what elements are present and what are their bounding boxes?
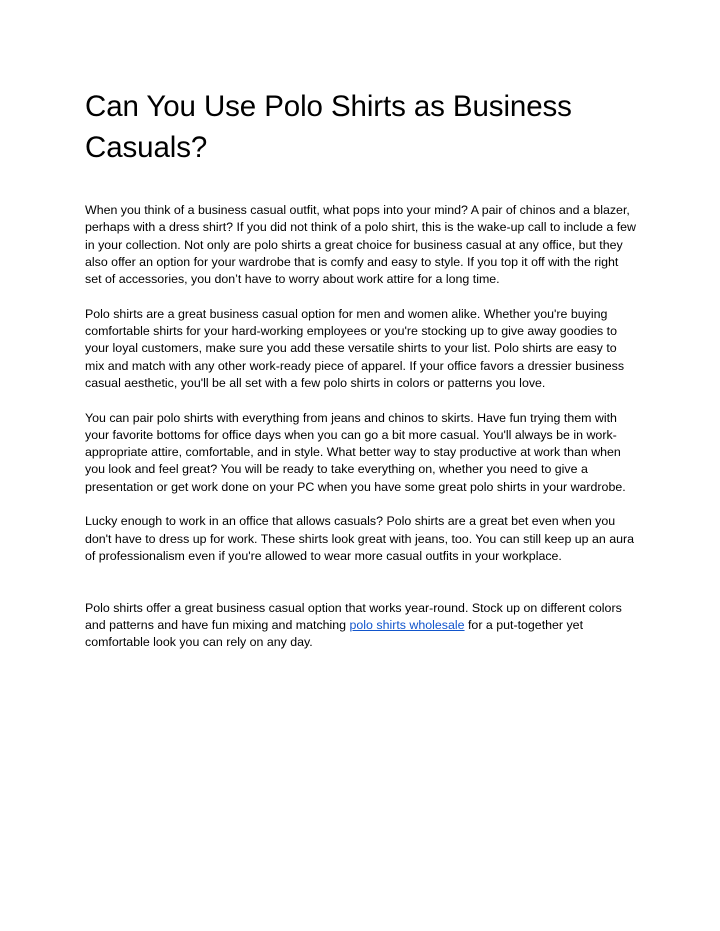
paragraph-spacer: [85, 496, 637, 513]
paragraph-closing: [85, 600, 637, 652]
paragraph-casual-office: Lucky enough to work in an office that allows casuals? Polo shirts are a great bet even when you don't have to dress up for work. These shirts look great with jeans, too. You can still keep up an aura of professionalism even if you're allowed to wear more casual outfits in your workplace.: [85, 514, 635, 563]
document-page: [85, 86, 637, 652]
polo-shirts-wholesale-link[interactable]: polo shirts wholesale: [349, 618, 465, 633]
page-title: Can You Use Polo Shirts as Business Casuals?: [85, 90, 572, 164]
paragraph-spacer: [85, 288, 637, 305]
closing-text-after-link: for a put-together yet comfortable look you can rely on any day.: [85, 618, 584, 650]
paragraph-options: Polo shirts are a great business casual option for men and women alike. Whether you're buying comfortable shirts for your hard-working employees or you're stocking up to give away goodies to your loyal customers, make sure you add these versatile shirts to your list. Polo shirts are easy to mix and match with any other work-ready piece of apparel. If your office favors a dressier business casual aesthetic, you'll be all set with a few polo shirts in colors or patterns you love.: [85, 306, 625, 390]
paragraph-intro: When you think of a business casual outfit, what pops into your mind? A pair of chinos and a blazer, perhaps with a dress shirt? If you did not think of a polo shirt, this is the wake-up call to include a few in your collection. Not only are polo shirts a great choice for business casual at any office, but they also offer an option for your wardrobe that is comfy and easy to style. If you top it off with the right set of accessories, you don’t have to worry about work attire for a long time.: [85, 203, 636, 287]
paragraph-spacer: [85, 565, 637, 600]
paragraph-pairing: You can pair polo shirts with everything from jeans and chinos to skirts. Have fun trying them with your favorite bottoms for office days when you can go a bit more casual. You'll always be in work-appropriate attire, comfortable, and in style. What better way to stay productive at work than when you look and feel great? You will be ready to take everything on, whether you need to give a presentation or get work done on your PC when you have some great polo shirts in your wardrobe.: [85, 410, 626, 494]
closing-text-before-link: Polo shirts offer a great business casual option that works year-round. Stock up on different colors and patterns and have fun mixing and matching: [85, 600, 622, 633]
paragraph-spacer: [85, 392, 637, 409]
